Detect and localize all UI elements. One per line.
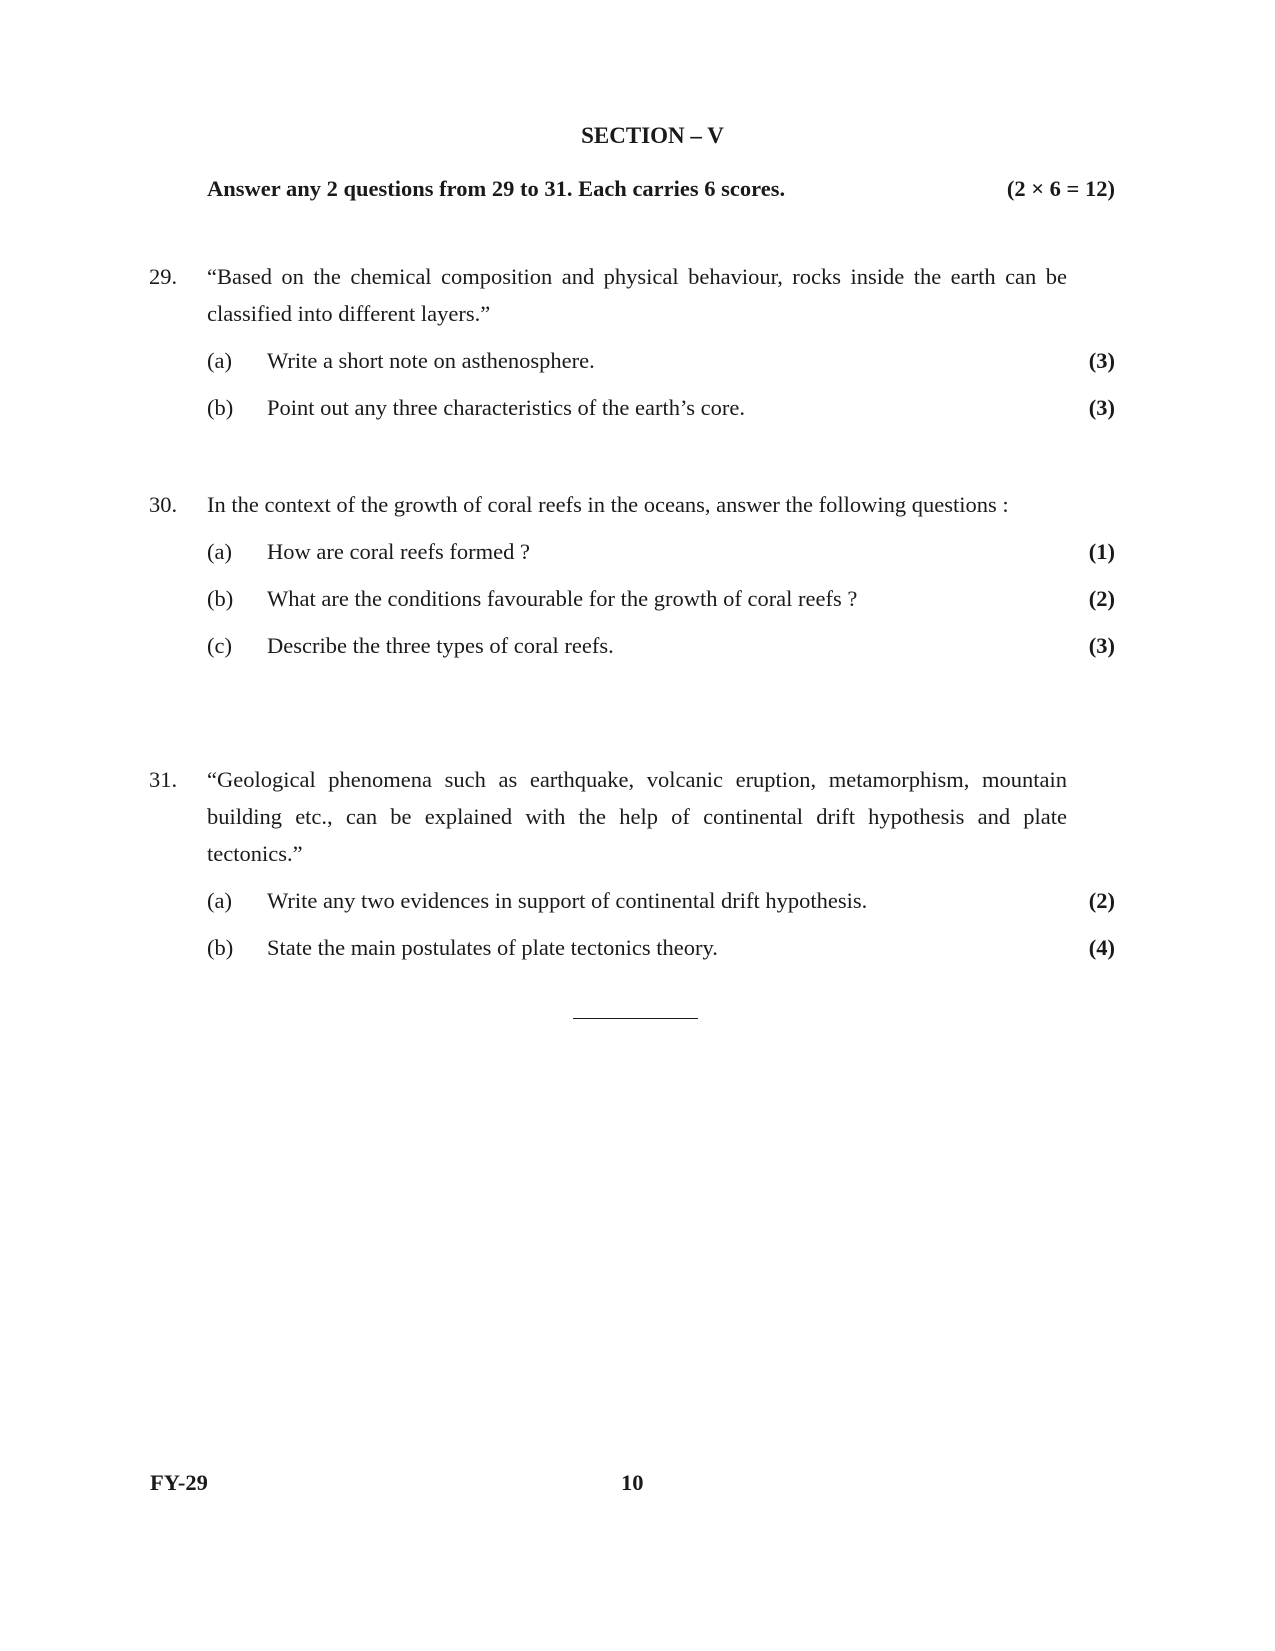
part-text: What are the conditions favourable for the growth of coral reefs ? [267, 586, 858, 611]
part-label: (a) [207, 348, 232, 373]
part-text: State the main postulates of plate tectonics theory. [267, 935, 718, 960]
part-label: (a) [207, 888, 232, 913]
instruction-text: Answer any 2 questions from 29 to 31. Each carries 6 scores. [207, 176, 786, 201]
question-31 [149, 761, 1115, 966]
part-label: (b) [207, 586, 234, 611]
question-30 [149, 486, 1115, 664]
question-part [207, 627, 1115, 664]
part-text: Point out any three characteristics of the earth’s core. [267, 395, 745, 420]
question-number: 29. [149, 264, 178, 289]
question-part [207, 929, 1115, 966]
question-29 [149, 258, 1115, 426]
part-label: (b) [207, 395, 234, 420]
question-number: 30. [149, 492, 178, 517]
section-instructions [207, 175, 1115, 203]
question-text: “Geological phenomena such as earthquake, volcanic eruption, metamorphism, mountain building etc., can be explained with the help of continental drift hypothesis and plate tectonics.” [207, 767, 1067, 866]
part-score: (4) [1088, 935, 1115, 960]
question-part [207, 580, 1115, 617]
footer-page-number: 10 [621, 1470, 644, 1495]
part-score: (2) [1088, 888, 1115, 913]
part-score: (3) [1088, 348, 1115, 373]
question-text: “Based on the chemical composition and physical behaviour, rocks inside the earth can be classified into different layers.” [207, 264, 1067, 326]
part-label: (c) [207, 633, 232, 658]
part-score: (2) [1088, 586, 1115, 611]
part-label: (a) [207, 539, 232, 564]
part-text: Write any two evidences in support of continental drift hypothesis. [267, 888, 868, 913]
part-score: (3) [1088, 633, 1115, 658]
question-part [207, 389, 1115, 426]
question-part [207, 882, 1115, 919]
question-number: 31. [149, 767, 178, 792]
footer-paper-code: FY-29 [150, 1470, 208, 1495]
end-of-section-rule [573, 1018, 698, 1019]
score-scheme: (2 × 6 = 12) [1006, 176, 1115, 201]
part-text: How are coral reefs formed ? [267, 539, 530, 564]
question-text: In the context of the growth of coral reefs in the oceans, answer the following questions : [207, 492, 1009, 517]
part-score: (1) [1088, 539, 1115, 564]
part-score: (3) [1088, 395, 1115, 420]
part-text: Write a short note on asthenosphere. [267, 348, 595, 373]
question-part [207, 342, 1115, 379]
part-label: (b) [207, 935, 234, 960]
question-part [207, 533, 1115, 570]
section-title: SECTION – V [581, 123, 724, 148]
part-text: Describe the three types of coral reefs. [267, 633, 614, 658]
